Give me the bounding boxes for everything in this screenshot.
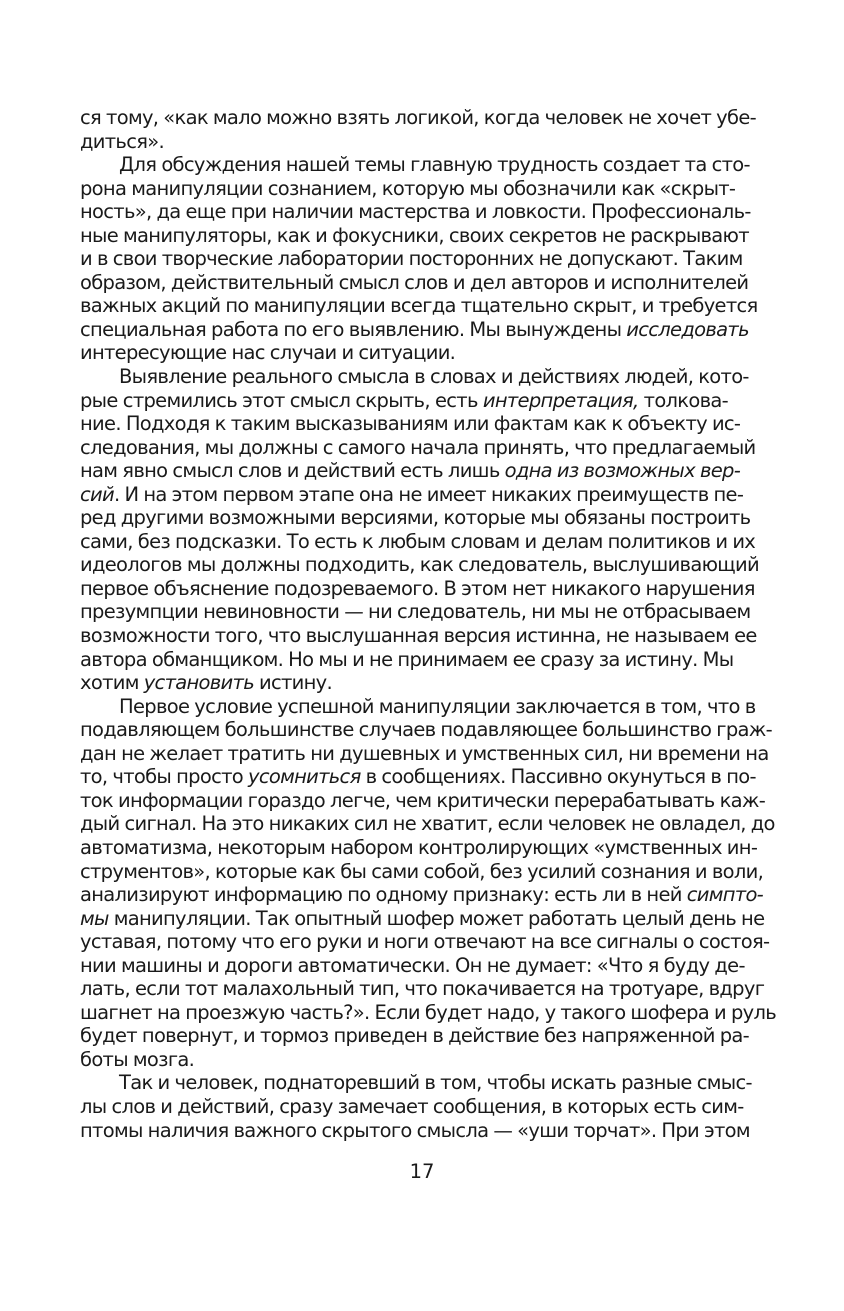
text-line bbox=[80, 200, 751, 224]
text-run: Для обсуждения нашей темы главную трудность создает та сто- bbox=[119, 153, 750, 177]
text-run: Первое условие успешной манипуляции заключается в том, что в bbox=[119, 694, 756, 718]
text-run: и в свои творческие лаборатории посторонних не допускают. Таким bbox=[80, 247, 743, 271]
text-line bbox=[80, 106, 756, 130]
text-line bbox=[80, 883, 764, 907]
italic-text: мы bbox=[80, 906, 109, 930]
text-run: истину. bbox=[254, 671, 333, 695]
text-line bbox=[80, 1000, 777, 1025]
text-line bbox=[80, 529, 756, 554]
text-run: манипуляции. Так опытный шофер может работать целый день не bbox=[108, 906, 765, 930]
text-run: лы слов и действий, сразу замечает сообщения, в которых есть сим- bbox=[80, 1094, 744, 1118]
text-run: ред другими возможными версиями, которые мы обязаны построить bbox=[80, 506, 751, 530]
text-line bbox=[80, 741, 769, 766]
text-line bbox=[80, 624, 757, 648]
text-line bbox=[80, 506, 751, 530]
text-run: рые стремились этот смысл скрыть, есть bbox=[80, 388, 483, 412]
text-run: лать, если тот малахольный тип, что покачивается на тротуаре, вдруг bbox=[80, 977, 765, 1001]
text-run: автоматизма, некоторым набором контролирующих «умственных ин- bbox=[80, 835, 758, 859]
text-line bbox=[80, 270, 749, 295]
text-line bbox=[80, 1024, 750, 1048]
paragraph bbox=[80, 153, 758, 365]
text-run: уставая, потому что его руки и ноги отвечают на все сигналы о состоя- bbox=[80, 930, 770, 954]
text-line bbox=[80, 835, 758, 860]
text-line bbox=[80, 812, 775, 836]
text-line bbox=[80, 576, 755, 601]
text-run: боты мозга. bbox=[80, 1047, 195, 1071]
italic-text: одна из возможных вер- bbox=[504, 459, 741, 483]
italic-text: усомниться bbox=[247, 765, 361, 789]
text-line bbox=[80, 341, 728, 365]
text-line bbox=[80, 365, 749, 389]
text-line bbox=[80, 859, 764, 884]
text-run: нам явно смысл слов и действий есть лишь bbox=[80, 459, 505, 483]
text-line bbox=[80, 694, 756, 719]
text-line bbox=[80, 435, 756, 460]
text-run: . И на этом первом этапе она не имеет никаких преимуществ пе- bbox=[113, 482, 744, 506]
text-run: толкова- bbox=[638, 388, 728, 412]
text-run: следования, мы должны с самого начала принять, что предлагаемый bbox=[80, 435, 756, 459]
text-line bbox=[80, 223, 749, 248]
text-line bbox=[80, 1071, 752, 1095]
text-line bbox=[80, 953, 745, 978]
text-line bbox=[80, 930, 770, 954]
text-line bbox=[80, 1094, 744, 1119]
text-run: автора обманщиком. Но мы и не принимаем ее сразу за истину. Мы bbox=[80, 647, 734, 671]
paragraph bbox=[80, 694, 777, 1072]
text-line bbox=[80, 1048, 728, 1072]
text-line bbox=[80, 788, 766, 813]
text-run: сами, без подсказки. То есть к любым словам и делам политиков и их bbox=[80, 529, 756, 553]
text-run: хотим bbox=[80, 671, 144, 695]
text-line bbox=[80, 482, 744, 507]
text-line bbox=[80, 389, 728, 413]
italic-text: интерпретация, bbox=[482, 388, 639, 412]
text-line bbox=[80, 600, 751, 624]
text-run: дан не желает тратить ни душевных и умственных сил, ни времени на bbox=[80, 741, 769, 765]
text-run: идеологов мы должны подходить, как следователь, выслушивающий bbox=[80, 553, 759, 577]
text-run: диться». bbox=[80, 129, 164, 153]
text-run: то, чтобы просто bbox=[80, 765, 248, 789]
text-line bbox=[80, 153, 750, 177]
italic-text: симпто- bbox=[686, 883, 764, 907]
text-line bbox=[80, 130, 728, 154]
paragraph bbox=[80, 106, 756, 153]
text-run: анализируют информацию по одному признаку: есть ли в ней bbox=[80, 883, 687, 907]
text-run: интересующие нас случаи и ситуации. bbox=[80, 341, 456, 365]
text-run: в сообщениях. Пассивно окунуться в по- bbox=[360, 765, 756, 789]
text-run: ся тому, «как мало можно взять логикой, когда человек не хочет убе- bbox=[80, 106, 756, 129]
text-line bbox=[80, 671, 728, 695]
text-line bbox=[80, 977, 765, 1001]
text-line bbox=[80, 765, 756, 789]
text-run: ние. Подходя к таким высказываниям или фактам как к объекту ис- bbox=[80, 412, 741, 436]
text-run: струментов», которые как бы сами собой, без усилий сознания и воли, bbox=[80, 859, 764, 883]
text-run: дый сигнал. На это никаких сил не хватит, если человек не овладел, до bbox=[80, 812, 775, 836]
text-run: подавляющем большинстве случаев подавляющее большинство граж- bbox=[80, 718, 772, 742]
text-line bbox=[80, 906, 765, 931]
text-line bbox=[80, 647, 734, 672]
text-run: шагнет на проезжую часть?». Если будет надо, у такого шофера и руль bbox=[80, 1000, 777, 1024]
text-line bbox=[80, 317, 749, 342]
italic-text: сий bbox=[80, 482, 114, 506]
italic-text: исследовать bbox=[626, 317, 749, 341]
text-run: первое объяснение подозреваемого. В этом нет никакого нарушения bbox=[80, 576, 755, 600]
italic-text: установить bbox=[143, 671, 254, 695]
paragraph bbox=[80, 365, 759, 695]
text-line bbox=[80, 553, 759, 577]
page-number: 17 bbox=[409, 1160, 435, 1183]
text-run: птомы наличия важного скрытого смысла — «уши торчат». При этом bbox=[80, 1118, 750, 1142]
text-line bbox=[80, 176, 736, 201]
text-run: важных акций по манипуляции всегда тщательно скрыт, и требуется bbox=[80, 294, 758, 318]
paragraph bbox=[80, 1071, 752, 1142]
text-line bbox=[80, 247, 743, 271]
text-run: ность», да еще при наличии мастерства и ловкости. Профессиональ- bbox=[80, 200, 751, 224]
text-run: образом, действительный смысл слов и дел авторов и исполнителей bbox=[80, 270, 749, 294]
text-run: будет повернут, и тормоз приведен в действие без напряженной ра- bbox=[80, 1024, 750, 1048]
text-run: возможности того, что выслушанная версия истинна, не называем ее bbox=[80, 624, 757, 648]
text-line bbox=[80, 412, 741, 436]
page-body bbox=[80, 106, 777, 1142]
text-run: специальная работа по его выявлению. Мы вынуждены bbox=[80, 317, 627, 341]
text-run: ток информации гораздо легче, чем критически перерабатывать каж- bbox=[80, 788, 766, 812]
text-run: рона манипуляции сознанием, которую мы обозначили как «скрыт- bbox=[80, 176, 736, 200]
text-run: презумпции невиновности — ни следователь, ни мы не отбрасываем bbox=[80, 600, 751, 624]
text-line bbox=[80, 718, 772, 742]
text-run: Так и человек, поднаторевший в том, чтобы искать разные смыс- bbox=[119, 1071, 752, 1095]
text-line bbox=[80, 294, 758, 318]
text-line bbox=[80, 459, 741, 483]
text-run: нии машины и дороги автоматически. Он не думает: «Что я буду де- bbox=[80, 953, 745, 977]
text-run: Выявление реального смысла в словах и действиях людей, кото- bbox=[119, 365, 749, 389]
text-line bbox=[80, 1118, 750, 1143]
text-run: ные манипуляторы, как и фокусники, своих секретов не раскрывают bbox=[80, 223, 749, 247]
